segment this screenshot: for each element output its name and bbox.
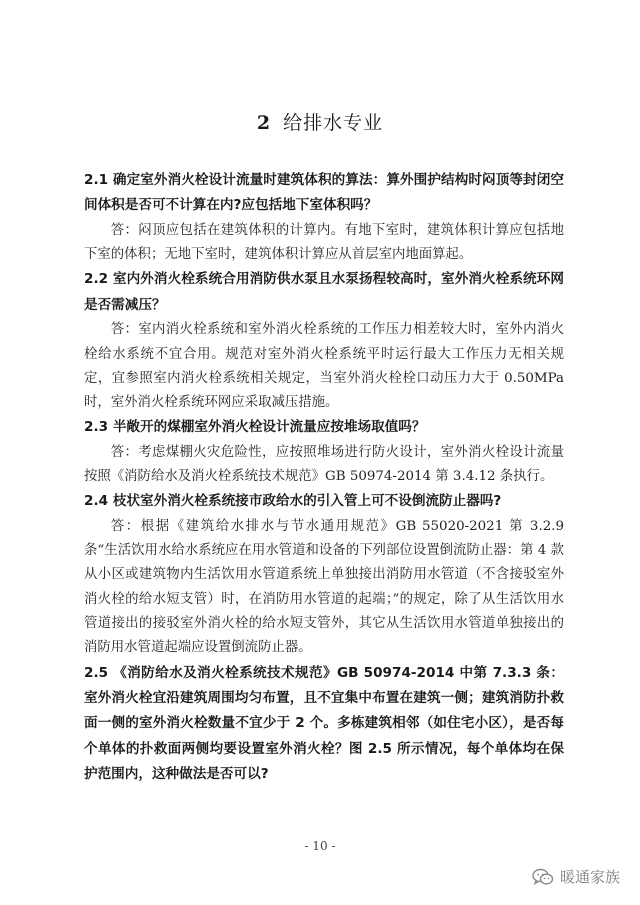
question-text: 2.2 室内外消火栓系统合用消防供水泵且水泵扬程较高时，室外消火栓系统环网是否需减压？: [84, 271, 564, 313]
wechat-icon: [532, 868, 554, 886]
chapter-title: [0, 108, 640, 135]
chapter-name: 给排水专业: [283, 112, 384, 134]
qa-item-2-3: [84, 415, 564, 489]
question-text: 2.1 确定室外消火栓设计流量时建筑体积的算法：算外围护结构时闷顶等封闭空间体积是否可不计算在内?应包括地下室体积吗？: [84, 172, 564, 214]
question-text: 2.4 枝状室外消火栓系统接市政给水的引入管上可不设倒流防止器吗?: [84, 493, 502, 510]
answer-text: 答：根据《建筑给水排水与节水通用规范》GB 55020-2021 第 3.2.9 条“生活饮用水给水系统应在用水管道和设备的下列部位设置倒流防止器：第 4 款 从小区或建筑物内生活饮用水管道系统上单独接出消防用水管道（不含接驳室外消火栓的给水短支管）时，在消防用水管道的起端；”的规定，除了从生活饮用水管道接出的接驳室外消火栓的给水短支管外，其它从生活饮用水管道单独接出的消防用水管道起端应设置倒流防止器。: [84, 518, 564, 656]
chapter-number: 2: [256, 112, 272, 134]
qa-item-2-4: [84, 489, 564, 660]
watermark-text: 暖通家族: [559, 868, 620, 886]
question-text: 2.5 《消防给水及消火栓系统技术规范》GB 50974-2014 中第 7.3.3 条：室外消火栓宜沿建筑周围均匀布置，且不宜集中布置在建筑一侧；建筑消防扑救面一侧的室外消火栓数量不宜少于 2 个。多栋建筑相邻（如住宅小区），是否每个单体的扑救面两侧均要设置室外消火栓？图 2.5 所示情况，每个单体均在保护范围内，这种做法是否可以?: [84, 664, 564, 783]
qa-content: [84, 168, 564, 788]
answer-text: 答：闷顶应包括在建筑体积的计算内。有地下室时，建筑体积计算应包括地下室的体积；无地下室时，建筑体积计算应从首层室内地面算起。: [84, 222, 564, 263]
qa-item-2-5: [84, 661, 564, 788]
answer-text: 答：室内消火栓系统和室外消火栓系统的工作压力相差较大时，室外内消火栓给水系统不宜合用。规范对室外消火栓系统平时运行最大工作压力无相关规定，宜参照室内消火栓系统相关规定，当室外消火栓栓口动压力大于 0.50MPa 时，室外消火栓系统环网应采取减压措施。: [84, 322, 564, 411]
watermark: [532, 866, 620, 887]
answer-text: 答：考虑煤棚火灾危险性，应按照堆场进行防火设计，室外消火栓设计流量按照《消防给水及消火栓系统技术规范》GB 50974-2014 第 3.4.12 条执行。: [84, 444, 564, 485]
page-number: - 10 -: [304, 839, 336, 853]
question-text: 2.3 半敞开的煤棚室外消火栓设计流量应按堆场取值吗？: [84, 419, 426, 436]
qa-item-2-1: [84, 168, 564, 267]
qa-item-2-2: [84, 267, 564, 415]
